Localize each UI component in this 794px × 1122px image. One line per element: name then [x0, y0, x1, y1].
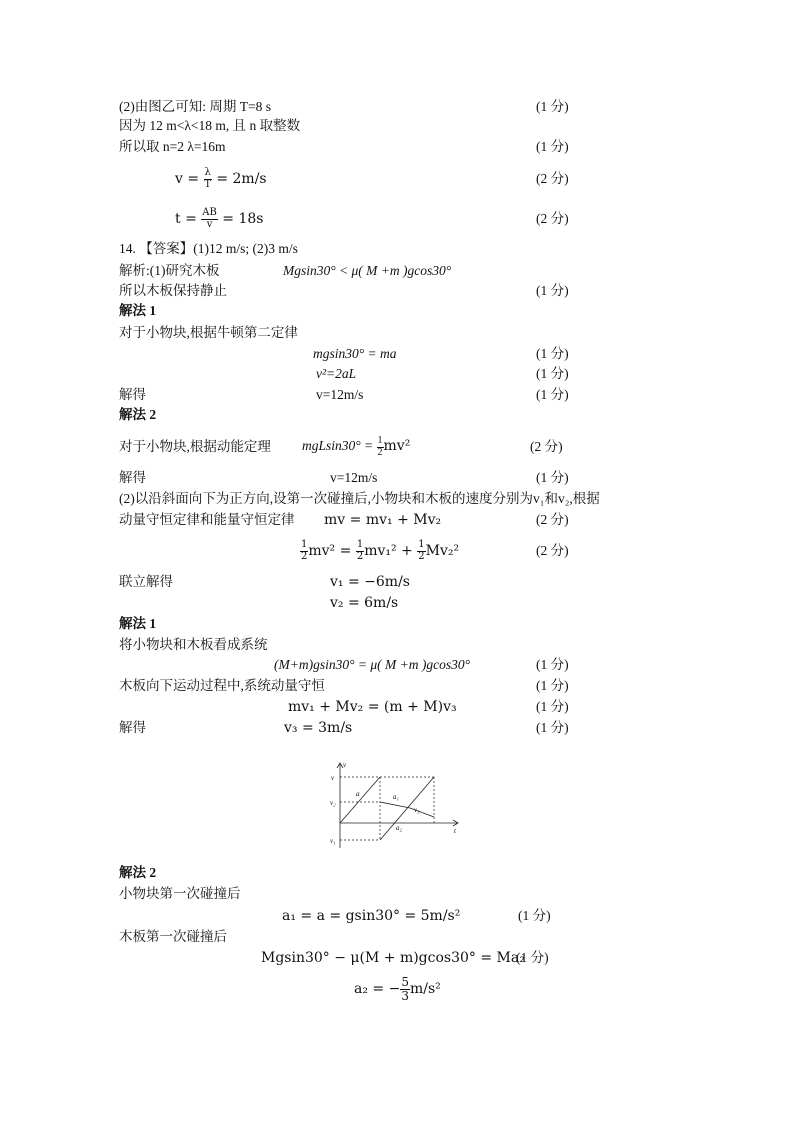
board-static: 所以木板保持静止 [119, 283, 227, 298]
score: (1 分) [536, 657, 569, 672]
label-axis-t: t [454, 827, 456, 835]
solve-label: 解得 [119, 470, 146, 485]
score: (1 分) [518, 908, 551, 923]
score: (2 分) [530, 439, 563, 454]
result-v1: v₁ = −6m/s [330, 574, 410, 590]
line-period: (2)由图乙可知: 周期 T=8 s [119, 99, 271, 114]
label-a2: a₂ [396, 824, 402, 832]
eq-kinematics: v²=2aL [316, 366, 357, 381]
result-v3: v₃ = 3m/s [284, 720, 353, 736]
result-v2: v₂ = 6m/s [330, 595, 399, 611]
score: (1 分) [536, 678, 569, 693]
solve-label: 解得 [119, 720, 146, 735]
label-a: a [356, 790, 360, 798]
score: (2 分) [536, 171, 569, 186]
block-line-2 [380, 777, 434, 840]
after-collision-block: 小物块第一次碰撞后 [119, 886, 241, 901]
eq-time: t = $\frac{AB}{v}$ = 18s [175, 207, 264, 230]
analysis-1: 解析:(1)研究木板 [119, 263, 220, 278]
score: (2 分) [536, 543, 569, 558]
line-n2: 所以取 n=2 λ=16m [119, 139, 226, 154]
label-axis-v: v [343, 761, 347, 769]
eq-a1: a₁ = a = gsin30° = 5m/s² [282, 908, 461, 924]
score: (1 分) [536, 346, 569, 361]
label-a1: a₁ [393, 793, 399, 801]
score: (1 分) [536, 720, 569, 735]
q14-answer: 14. 【答案】(1)12 m/s; (2)3 m/s [119, 241, 298, 256]
score: (1 分) [536, 99, 569, 114]
result-v: v=12m/s [316, 387, 364, 402]
eq-velocity: v = $\frac{\lambda}{T}$ = 2m/s [175, 167, 267, 190]
label-v3: v₃ [414, 806, 420, 814]
label-v: v [331, 774, 335, 782]
eq-newton: mgsin30° = ma [313, 346, 397, 361]
line-lambda-range: 因为 12 m<λ<18 m, 且 n 取整数 [119, 118, 301, 133]
result-v: v=12m/s [330, 470, 378, 485]
score: (1 分) [536, 387, 569, 402]
velocity-time-graph [318, 760, 468, 855]
score: (1 分) [536, 283, 569, 298]
eq-energy: mgLsin30° = $\frac{1}{2}$ mv² [302, 435, 411, 458]
board-curve [380, 802, 434, 817]
newton-law: 对于小物块,根据牛顿第二定律 [119, 325, 298, 340]
score: (1 分) [536, 139, 569, 154]
combine-label: 联立解得 [119, 574, 173, 589]
score: (2 分) [536, 211, 569, 226]
label-v1: v₁ [330, 837, 336, 845]
score: (1 分) [536, 366, 569, 381]
method-2b-heading: 解法 2 [119, 865, 157, 880]
method-1-heading: 解法 1 [119, 303, 157, 318]
eq-system: (M+m)gsin30° = μ( M +m )gcos30° [274, 657, 471, 672]
label-v2: v₂ [330, 799, 336, 807]
solve-label: 解得 [119, 387, 146, 402]
after-collision-board: 木板第一次碰撞后 [119, 929, 227, 944]
score: (1 分) [516, 950, 549, 965]
eq-board-check: Mgsin30° < μ( M +m )gcos30° [283, 263, 452, 278]
score: (2 分) [536, 512, 569, 527]
board-down-label: 木板向下运动过程中,系统动量守恒 [119, 678, 325, 693]
energy-theorem: 对于小物块,根据动能定理 [119, 439, 271, 454]
part-2-intro: (2)以沿斜面向下为正方向,设第一次碰撞后,小物块和木板的速度分别为v₁和v₂,根据 [119, 491, 600, 506]
eq-momentum-2: mv₁ + Mv₂ = (m + M)v₃ [288, 699, 457, 715]
eq-momentum: mv = mv₁ + Mv₂ [324, 512, 442, 528]
eq-board-accel: Mgsin30° − μ(M + m)gcos30° = Ma₂ [261, 950, 525, 966]
momentum-label: 动量守恒定律和能量守恒定律 [119, 512, 295, 527]
score: (1 分) [536, 470, 569, 485]
eq-a2: a₂ = − $\frac{5}{3}$ m/s² [354, 975, 441, 1003]
eq-energy-conservation: $\frac{1}{2}$ mv² = $\frac{1}{2}$ mv₁² + $\frac{1}{2}$ Mv₂² [301, 539, 460, 562]
method-1b-heading: 解法 1 [119, 616, 157, 631]
score: (1 分) [536, 699, 569, 714]
system-label: 将小物块和木板看成系统 [119, 637, 268, 652]
method-2-heading: 解法 2 [119, 407, 157, 422]
block-line-1 [340, 777, 380, 823]
